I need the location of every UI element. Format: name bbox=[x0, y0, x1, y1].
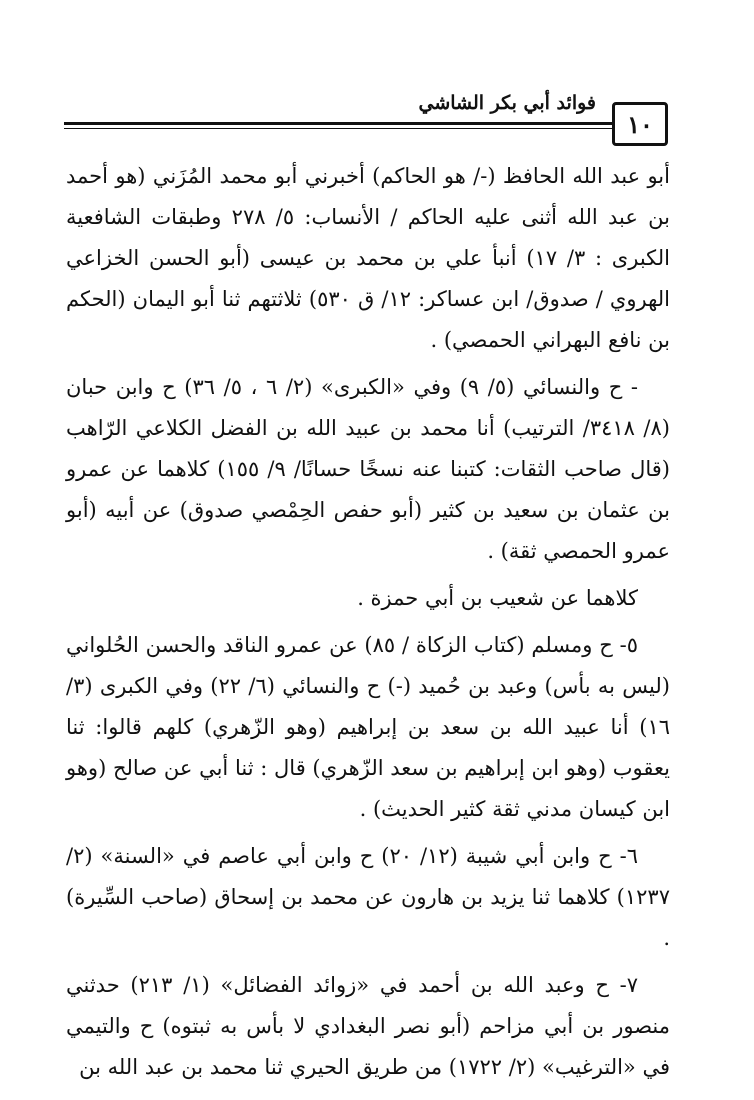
paragraph: ٦- ح وابن أبي شيبة (١٢/ ٢٠) ح وابن أبي عاصم في «السنة» (٢/ ١٢٣٧) كلاهما ثنا يزيد بن هارون عن محمد بن إسحاق (صاحب السِّيرة) . bbox=[66, 844, 670, 950]
header-rule-thin bbox=[64, 128, 612, 129]
paragraph: - ح والنسائي (٥/ ٩) وفي «الكبرى» (٢/ ٦ ، ٥/ ٣٦) ح وابن حبان (٨/ ٣٤١٨/ الترتيب) أنا محمد بن عبيد الله بن الفضل الكلاعي الرّاهب (قال صاحب الثقات: كتبنا عنه نسخًا حسانًا/ ٩/ ١٥٥) كلاهما عن عمرو بن عثمان بن سعيد بن كثير (أبو حفص الحِمْصي صدوق) عن أبيه (أبو عمرو الحمصي ثقة) . bbox=[66, 375, 670, 563]
paragraph: ٥- ح ومسلم (كتاب الزكاة / ٨٥) عن عمرو الناقد والحسن الحُلواني (ليس به بأس) وعبد بن حُميد (-) ح والنسائي (٦/ ٢٢) وفي الكبرى (٣/ ١٦) أنا عبيد الله بن سعد بن إبراهيم (وهو الزّهري) كلهم قالوا: ثنا يعقوب (وهو ابن إبراهيم بن سعد الزّهري) قال : ثنا أبي عن صالح (وهو ابن كيسان مدني ثقة كثير الحديث) . bbox=[66, 633, 670, 821]
paragraph: ٧- ح وعبد الله بن أحمد في «زوائد الفضائل» (١/ ٢١٣) حدثني منصور بن أبي مزاحم (أبو نصر البغدادي لا بأس به ثبتوه) ح والتيمي في «الترغيب» (٢/ ١٧٢٢) من طريق الحيري ثنا محمد بن عبد الله بن bbox=[66, 973, 670, 1079]
page-number bbox=[612, 102, 668, 146]
header-rule-thick bbox=[64, 122, 612, 125]
body-text bbox=[66, 156, 670, 1094]
running-title: فوائد أبي بكر الشاشي bbox=[418, 92, 596, 114]
page-header bbox=[64, 92, 668, 148]
paragraph: أبو عبد الله الحافظ (-/ هو الحاكم) أخبرني أبو محمد المُزَني (هو أحمد بن عبد الله أثنى عليه الحاكم / الأنساب: ٥/ ٢٧٨ وطبقات الشافعية الكبرى : ٣/ ١٧) أنبأ علي بن محمد بن عيسى (أبو الحسن الخزاعي الهروي / صدوق/ ابن عساكر: ١٢/ ق ٥٣٠) ثلاثتهم ثنا أبو اليمان (الحكم بن نافع البهراني الحمصي) . bbox=[66, 164, 670, 352]
page-number-label: ١٠ bbox=[627, 109, 653, 139]
paragraph: كلاهما عن شعيب بن أبي حمزة . bbox=[357, 586, 638, 610]
